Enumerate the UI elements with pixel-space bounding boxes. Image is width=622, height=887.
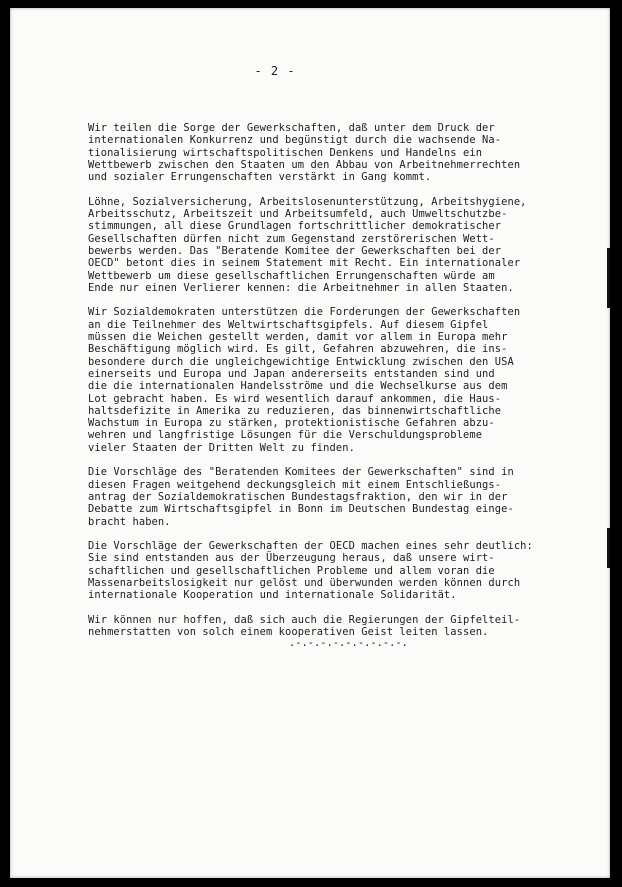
text-line: die die internationalen Handelsströme und die Wechselkurse aus dem [88, 380, 508, 393]
text-line: Lot gebracht haben. Es wird wesentlich darauf ankommen, die Haus- [88, 392, 502, 405]
text-line: Löhne, Sozialversicherung, Arbeitslosenunterstützung, Arbeitshygiene, [88, 195, 527, 208]
text-line: Arbeitsschutz, Arbeitszeit und Arbeitsumfeld, auch Umweltschutzbe- [88, 208, 508, 221]
text-line: Wir können nur hoffen, daß sich auch die Regierungen der Gipfelteil- [88, 613, 521, 626]
text-line: nehmerstatten von solch einem kooperativen Geist leiten lassen. [88, 626, 489, 639]
closing-separator: .-.-.-.-.-.-.-.-.-. [289, 637, 408, 649]
text-line: bewerbs werden. Das "Beratende Komitee der Gewerkschaften bei der [88, 244, 502, 257]
body-text [88, 122, 588, 651]
text-line: tionalisierung wirtschaftspolitischen Denkens und Handelns ein [88, 146, 483, 159]
scan-edge-mark [607, 248, 610, 308]
text-line: Die Vorschläge der Gewerkschaften der OECD machen eines sehr deutlich: [88, 540, 533, 553]
text-line: einerseits und Europa und Japan andererseits entstanden sind und [88, 367, 495, 380]
paragraph [88, 614, 588, 639]
text-line: wehren und langfristige Lösungen für die Verschuldungsprobleme [88, 429, 483, 442]
text-line: diesen Fragen weitgehend deckungsgleich mit einem Entschließungs- [88, 478, 502, 491]
text-line: Debatte zum Wirtschaftsgipfel in Bonn im Deutschen Bundestag einge- [88, 503, 514, 516]
text-line: vieler Staaten der Dritten Welt zu finden. [88, 441, 355, 454]
text-line: Ende nur einen Verlierer kennen: die Arbeitnehmer in allen Staaten. [88, 281, 514, 294]
paragraph [88, 196, 588, 294]
text-line: müssen die Weichen gestellt werden, damit vor allem in Europa mehr [88, 331, 508, 344]
text-line: Sie sind entstanden aus der Überzeugung heraus, daß unsere wirt- [88, 552, 495, 565]
text-line: internationale Kooperation und internationale Solidarität. [88, 589, 457, 602]
text-line: Beschäftigung möglich wird. Es gilt, Gefahren abzuwehren, die ins- [88, 343, 508, 356]
page-number: - 2 - [254, 64, 296, 78]
text-line: und sozialer Errungenschaften verstärkt in Gang kommt. [88, 171, 432, 184]
text-line: Wachstum in Europa zu stärken, protektionistische Gefahren abzu- [88, 417, 495, 430]
text-line: besondere durch die ungleichgewichtige Entwicklung zwischen den USA [88, 355, 514, 368]
paragraph [88, 466, 588, 527]
text-line: haltsdefizite in Amerika zu reduzieren, das binnenwirtschaftliche [88, 404, 502, 417]
text-line: stimmungen, all diese Grundlagen fortschrittlicher demokratischer [88, 220, 502, 233]
text-line: internationalen Konkurrenz und begünstigt durch die wachsende Na- [88, 134, 502, 147]
paragraph [88, 540, 588, 601]
text-line: Gesellschaften dürfen nicht zum Gegenstand zerstörerischen Wett- [88, 232, 495, 245]
text-line: Wettbewerb um diese gesellschaftlichen Errungenschaften würde am [88, 269, 495, 282]
text-line: OECD" betont dies in seinem Statement mit Recht. Ein internationaler [88, 257, 521, 270]
text-line: Massenarbeitslosigkeit nur gelöst und überwunden werden können durch [88, 576, 521, 589]
text-line: schaftlichen und gesellschaftlichen Probleme und allem voran die [88, 564, 495, 577]
text-line: bracht haben. [88, 515, 171, 528]
text-line: Wir Sozialdemokraten unterstützen die Forderungen der Gewerkschaften [88, 306, 521, 319]
text-line: an die Teilnehmer des Weltwirtschaftsgipfels. Auf diesem Gipfel [88, 318, 489, 331]
text-line: Wettbewerb zwischen den Staaten um den Abbau von Arbeitnehmerrechten [88, 158, 521, 171]
paragraph [88, 122, 588, 183]
document-page [10, 8, 610, 878]
paragraph [88, 306, 588, 454]
text-line: Die Vorschläge des "Beratenden Komitees der Gewerkschaften" sind in [88, 466, 514, 479]
text-line: antrag der Sozialdemokratischen Bundestagsfraktion, den wir in der [88, 490, 508, 503]
text-line: Wir teilen die Sorge der Gewerkschaften, daß unter dem Druck der [88, 122, 495, 134]
scan-edge-mark [607, 528, 610, 568]
